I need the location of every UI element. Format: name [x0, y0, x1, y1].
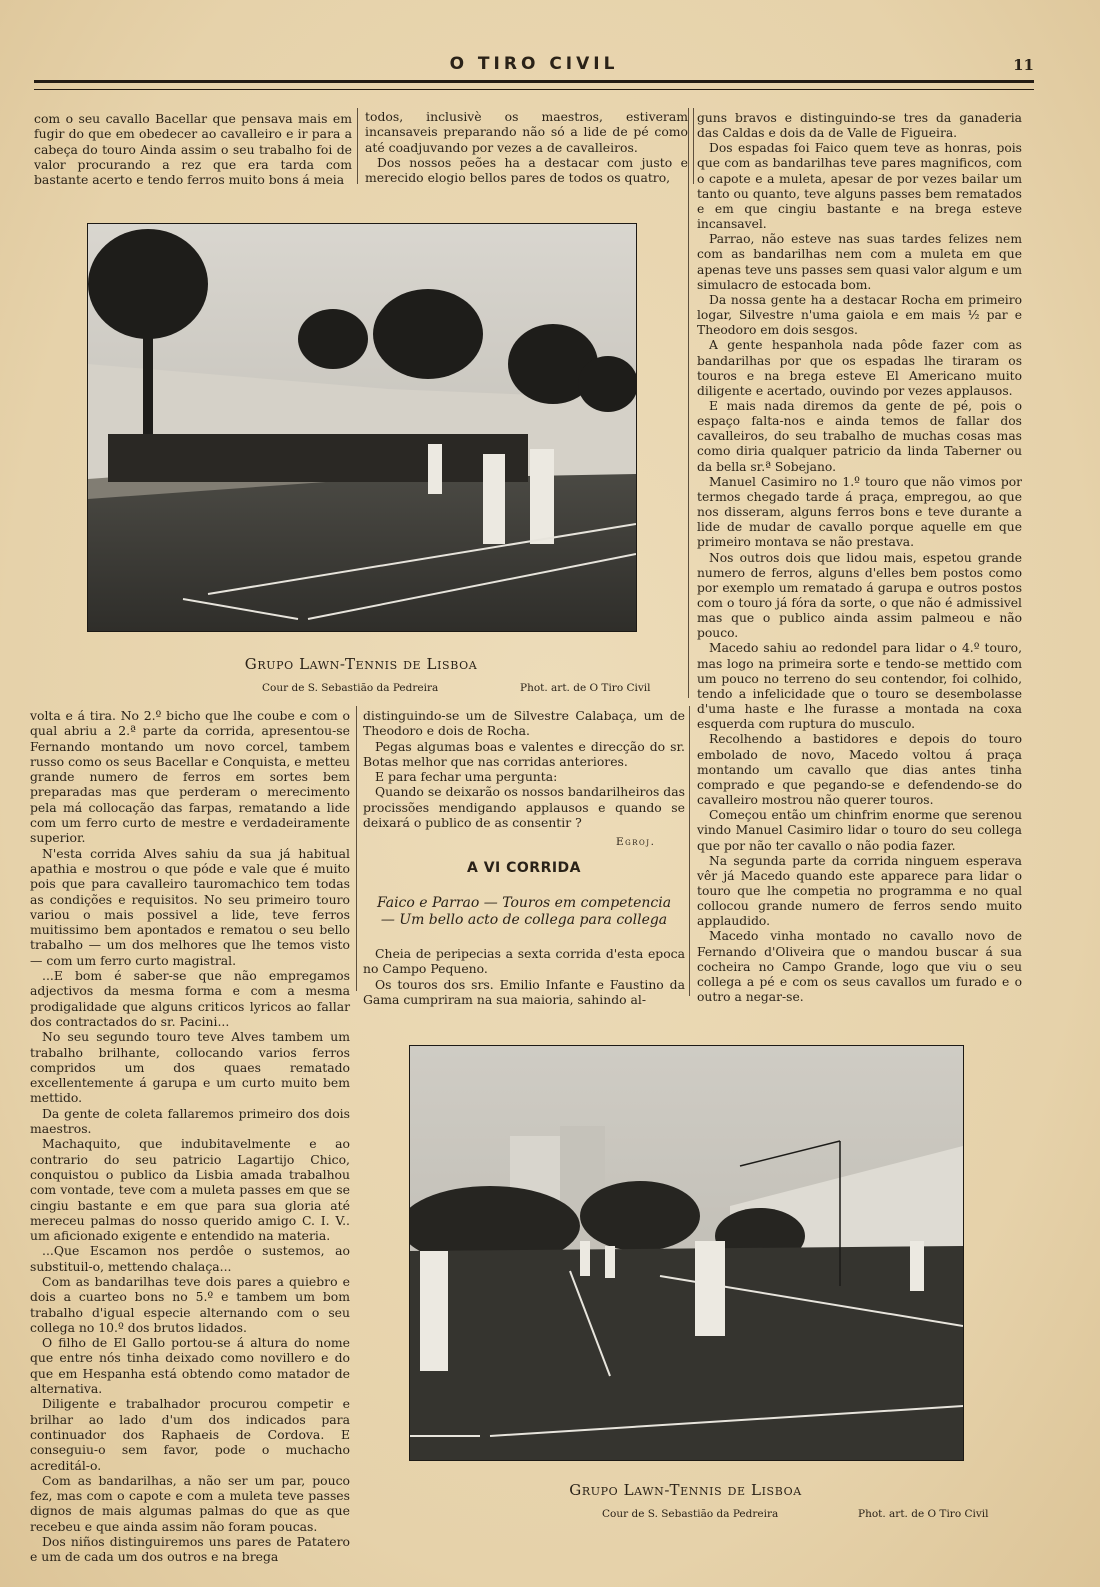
photo-location: Cour de S. Sebastião da Pedreira — [602, 1508, 779, 1520]
column-divider — [688, 108, 689, 698]
page-number: 11 — [1013, 56, 1034, 74]
paragraph: Começou então um chinfrim enorme que serenou vindo Manuel Casimiro lidar o touro do seu collega que por não ter cavallo o não podia fazer. — [697, 808, 1022, 853]
paragraph: Parrao, não esteve nas suas tardes felizes nem com as bandarilhas nem com a muleta em que apenas teve uns passes sem quasi valor algum e um simulacro de estocada bom. — [697, 232, 1022, 292]
section-subtitle — [363, 895, 685, 929]
section-title: A VI CORRIDA — [466, 860, 582, 876]
paragraph: E para fechar uma pergunta: — [375, 769, 558, 785]
photo-illustration — [88, 224, 636, 631]
photo-lawn-tennis-spectators — [87, 223, 637, 632]
column-top-left — [34, 111, 352, 187]
paragraph: Machaquito, que indubitavelmente e ao contrario do seu patricio Lagartijo Chico, conquistou o publico da Lisbia amada trabalhou com vontade, teve com a muleta passes em que se cingiu bastante e em que para sua gloria até mereceu palmas do nosso querido amigo C. I. V.. um aficionado exigente e entendido na materia. — [30, 1136, 350, 1244]
paragraph: Macedo vinha montado no cavallo novo de Fernando d'Oliveira que o mandou buscar á sua cocheira no Campo Grande, logo que viu o seu collega a pé e com os seus cavallos um furado e o outro a negar-se. — [697, 929, 1022, 1005]
paragraph: Dos espadas foi Faico quem teve as honras, pois que com as bandarilhas teve pares magnificos, com o capote e a muleta, apesar de por vezes bailar um tanto ou quanto, teve alguns passes bem rematados e em que cingiu bastante e na brega esteve incansavel. — [697, 141, 1022, 232]
photo-credit: Phot. art. de O Tiro Civil — [520, 682, 651, 694]
paragraph: distinguindo-se um de Silvestre Calabaça, um de Theodoro e dois de Rocha. — [363, 708, 685, 739]
paragraph: O filho de El Gallo portou-se á altura do nome que entre nós tinha deixado como novillero e do que em Hespanha está obtendo como matador de alternativa. — [30, 1335, 350, 1397]
column-right — [697, 111, 1022, 1005]
paragraph: Na segunda parte da corrida ninguem esperava vêr já Macedo quando este apparece para lidar o touro que lhe competia no programma e no qual collocou grande numero de ferros sendo muito applaudido. — [697, 853, 1022, 929]
paragraph: com o seu cavallo Bacellar que pensava mais em fugir do que em obedecer ao cavalleiro e ir para a cabeça do touro Ainda assim o seu trabalho foi de valor procurando a rez que era tarda com bastante acerto e tendo ferros muito bons á meia — [34, 111, 352, 188]
paragraph: Nos outros dois que lidou mais, espetou grande numero de ferros, alguns d'elles bem postos como por exemplo um rematado á garupa e outros postos com o touro já fóra da sorte, o que não é admissivel mas que o publico ainda assim palmeou e não pouco. — [697, 550, 1022, 641]
column-bottom-left — [30, 708, 350, 1565]
photo-credit: Phot. art. de O Tiro Civil — [858, 1508, 989, 1520]
photo-lawn-tennis-match — [409, 1045, 964, 1461]
paragraph: ...E bom é saber-se que não empregamos adjectivos da mesma forma e com a mesma prodigalidade que alguns criticos lyricos ao fallar dos contractados do sr. Pacini... — [30, 968, 350, 1029]
paragraph: Quando se deixarão os nossos bandarilheiros das procissões mendigando applausos e quando se deixará o publico de as consentir ? — [363, 784, 685, 831]
photo-location: Cour de S. Sebastião da Pedreira — [262, 682, 439, 694]
paragraph: Macedo sahiu ao redondel para lidar o 4.º touro, mas logo na primeira sorte e tendo-se mettido com um pouco no terreno do seu contendor, foi colhido, tendo a infelicidade que o touro se desembolasse d'uma haste e lhe furasse a montada na coxa esquerda com ruptura do musculo. — [697, 641, 1022, 732]
paragraph: Dos nossos peões ha a destacar com justo e merecido elogio bellos pares de todos os quatro, — [365, 154, 688, 186]
paragraph: Recolhendo a bastidores e depois do touro embolado de novo, Macedo voltou á praça montando um cavallo que dias antes tinha comprado e que pegando-se e defendendo-se do cavalleiro mostrou não querer touros. — [697, 732, 1022, 808]
photo-illustration — [410, 1046, 963, 1460]
article-signature: Egroj. — [616, 836, 656, 848]
paragraph: Dos niños distinguiremos uns pares de Patatero e um de cada um dos outros e na brega — [30, 1534, 350, 1565]
column-divider — [693, 108, 694, 184]
header-rule — [34, 80, 1034, 90]
column-divider — [689, 706, 690, 996]
paragraph: Os touros dos srs. Emilio Infante e Faustino da Gama cumpriram na sua maioria, sahindo al- — [363, 976, 685, 1007]
subtitle-line: — Um bello acto de collega para collega — [380, 912, 668, 928]
page-header — [34, 52, 1034, 76]
paragraph: Da gente de coleta fallaremos primeiro dos dois maestros. — [30, 1105, 350, 1137]
paragraph: A gente hespanhola nada pôde fazer com as bandarilhas por que os espadas lhe tiraram os touros e na brega esteve El Americano muito diligente e acertado, ouvindo por vezes applausos. — [697, 338, 1022, 398]
masthead: O TIRO CIVIL — [449, 54, 619, 74]
column-divider — [356, 706, 357, 991]
column-top-middle — [365, 109, 688, 185]
paragraph: Cheia de peripecias a sexta corrida d'esta epoca no Campo Pequeno. — [363, 946, 685, 977]
paragraph: E mais nada diremos da gente de pé, pois o espaço falta-nos e ainda temos de fallar dos cavalleiros, do seu trabalho de muchas cosas mas como diria qualquer patricio da linda Taberner ou da bella sr.ª Sobejano. — [697, 398, 1022, 474]
section-body — [363, 946, 685, 1007]
paragraph: Diligente e trabalhador procurou competir e brilhar ao lado d'um dos indicados para continuador dos Raphaeis de Cordova. E conseguiu-o sem favor, pode o muchacho acreditál-o. — [30, 1396, 350, 1473]
paragraph: N'esta corrida Alves sahiu da sua já habitual apathia e mostrou o que póde e vale que é muito pois que para cavalleiro tauromachico tem todas as condições e requisitos. No seu primeiro touro variou o mais possivel a lide, teve ferros muitissimo bem apontados e rematou o seu bello trabalho — um dos melhores que lhe temos visto — com um ferro curto magistral. — [30, 845, 350, 968]
column-divider — [357, 108, 358, 184]
paragraph: todos, inclusivè os maestros, estiveram incansaveis preparando não só a lide de pé como até coadjuvando por vezes a de cavalleiros. — [365, 109, 688, 155]
column-bottom-middle — [363, 708, 685, 830]
photo-caption: Grupo Lawn-Tennis de Lisboa — [244, 655, 478, 673]
paragraph: Com as bandarilhas teve dois pares a quiebro e dois a cuarteo bons no 5.º e tambem um bom trabalho d'igual especie alternando com o seu collega no 10.º dos brutos lidados. — [30, 1273, 350, 1335]
paragraph: guns bravos e distinguindo-se tres da ganaderia das Caldas e dois da de Valle de Figueira. — [697, 111, 1022, 141]
paragraph: volta e á tira. No 2.º bicho que lhe coube e com o qual abriu a 2.ª parte da corrida, apresentou-se Fernando montando um novo corcel, tambem russo como os seus Bacellar e Conquista, e metteu grande numero de ferros em sortes bem preparadas mas que perderam o merecimento pela má collocação das farpas, rematando a lide com um ferro curto de mestre e verdadeiramente superior. — [30, 708, 350, 846]
paragraph: No seu segundo touro teve Alves tambem um trabalho brilhante, collocando varios ferros compridos um dos quaes rematado excellentemente á garupa e um curto muito bem mettido. — [30, 1029, 350, 1106]
paragraph: Pegas algumas boas e valentes e direcção do sr. Botas melhor que nas corridas anteriores. — [363, 738, 685, 769]
photo-caption: Grupo Lawn-Tennis de Lisboa — [569, 1481, 802, 1499]
paragraph: ...Que Escamon nos perdôe o sustemos, ao substituil-o, mettendo chalaça... — [30, 1243, 350, 1274]
paragraph: Com as bandarilhas, a não ser um par, pouco fez, mas com o capote e com a muleta teve passes dignos de mais algumas palmas do que as que recebeu e que ainda assim não foram poucas. — [30, 1472, 350, 1534]
paragraph: Manuel Casimiro no 1.º touro que não vimos por termos chegado tarde á praça, empregou, ao que nos disseram, alguns ferros bons e teve durante a lide de mudar de cavallo porque aquelle em que primeiro montava se não prestava. — [697, 474, 1022, 550]
paragraph: Da nossa gente ha a destacar Rocha em primeiro logar, Silvestre n'uma gaiola e em mais ½ par e Theodoro em dois sesgos. — [697, 292, 1022, 338]
subtitle-line: Faico e Parrao — Touros em competencia — [376, 895, 672, 911]
